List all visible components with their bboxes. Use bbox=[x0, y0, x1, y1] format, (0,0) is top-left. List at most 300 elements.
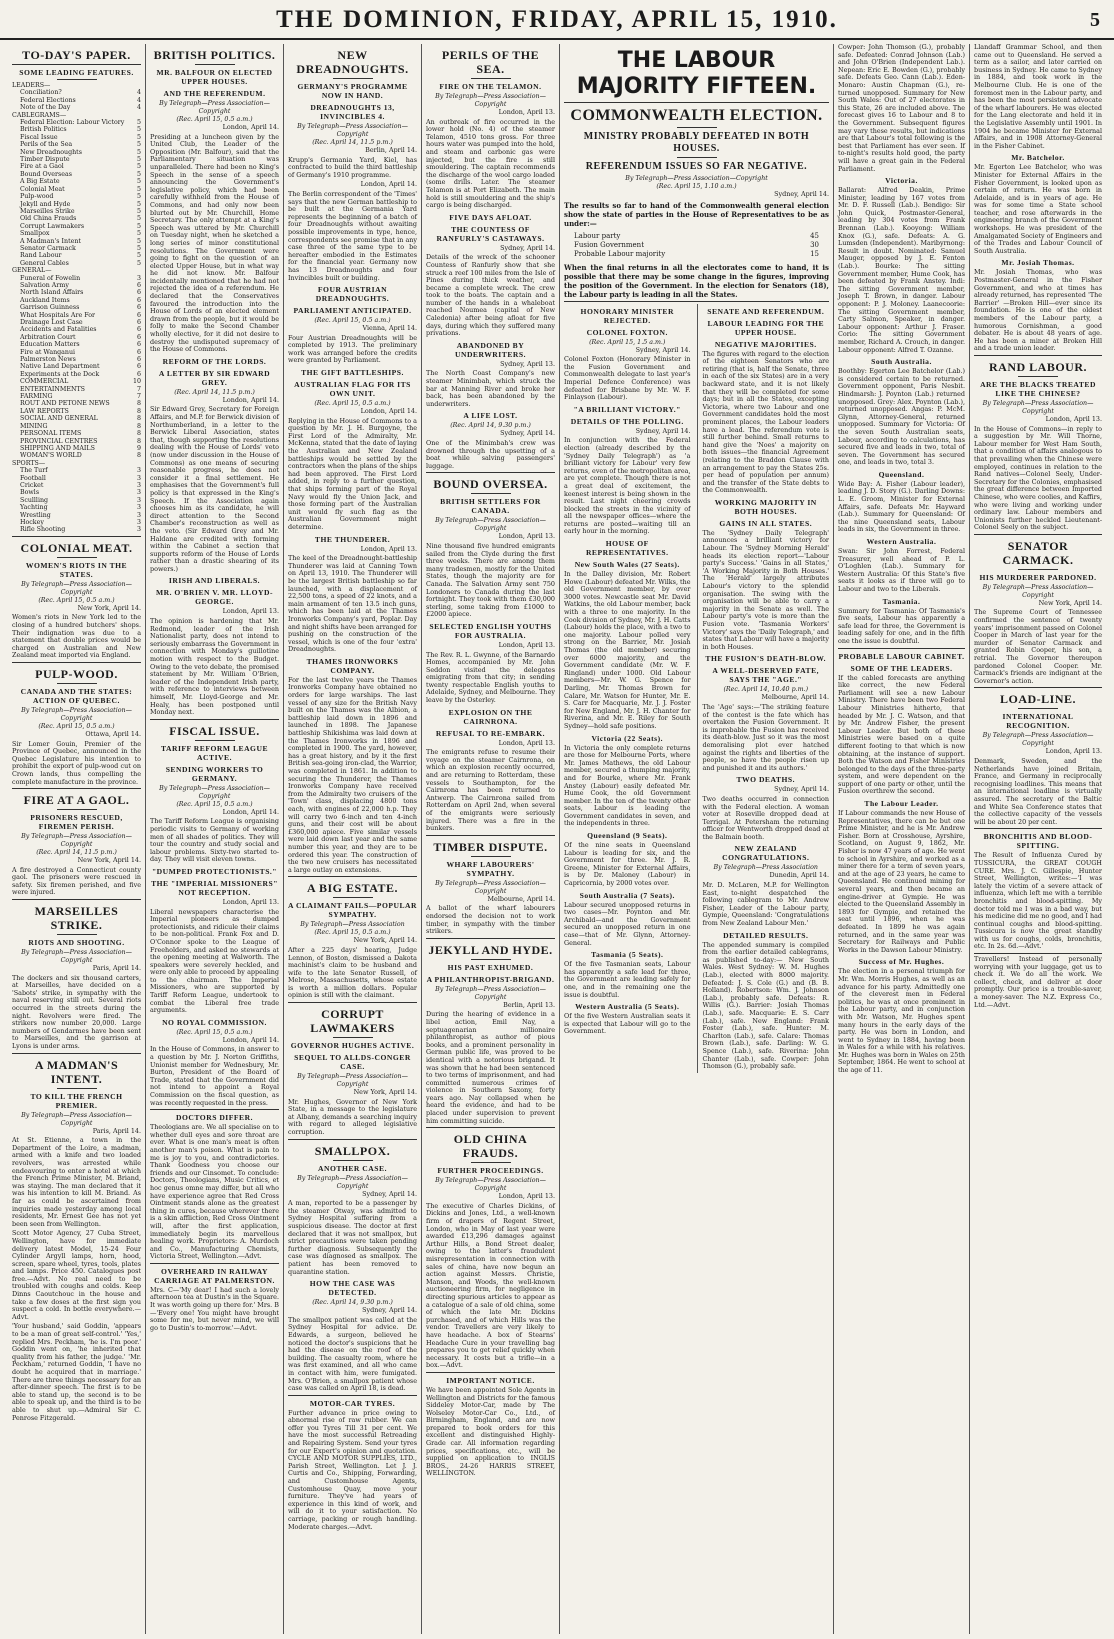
subheading: A CLAIMANT FAILS—POPULAR SYMPATHY. bbox=[288, 901, 418, 920]
article-text: The emigrants refuse to resume their voyage on the steamer Cairnrona, on which an explosion recently occurred, and are returning to Rotterdam, these vessels to Southampton, for the Cairnrona has been returned to Antwerp. The Cairnrona sailed from Rotterdam on April 2nd, when several of the emigrants were seriously injured. There was a fire in the bunkers. bbox=[426, 748, 555, 833]
contents-item-label: LAW REPORTS bbox=[20, 407, 69, 415]
contents-item-label: Funeral of Fowelin bbox=[20, 274, 81, 282]
contents-item bbox=[12, 126, 141, 133]
contents-item bbox=[12, 438, 141, 445]
contents-item-page: 3 bbox=[136, 481, 141, 489]
dateline: London, April 13. bbox=[222, 607, 279, 616]
contents-item bbox=[12, 371, 141, 378]
timber-dispute-heading: TIMBER DISPUTE. bbox=[433, 839, 548, 854]
seat-count: 15 bbox=[810, 249, 819, 258]
fiscal-issue-heading: FISCAL ISSUE. bbox=[169, 723, 260, 738]
article-text: The dockers and six thousand carters, at Marseilles, have decided on a 'Sabots' strike, in sympathy with the naval reserving still out. Several riots occurred in the streets during the night. Revolvers were fired. The strikers now number 20,000. Large numbers of Gendarmes have been sent to Marseilles, and the garrison at Lyons is under arms. bbox=[12, 973, 141, 1050]
contents-item-label: Auckland Items bbox=[20, 296, 70, 304]
contents-item bbox=[12, 393, 141, 400]
dateline: London, April 13. bbox=[498, 640, 555, 649]
byline: By Telegraph—Press Association—Copyright bbox=[21, 1111, 132, 1127]
contents-item-label: Fire at Wanganui bbox=[20, 348, 76, 356]
article-text: Four Austrian Dreadnoughts will be completed by 1913. The preliminary work was arranged before the credits were granted by Parliament. bbox=[288, 333, 417, 365]
subheading: MR. BALFOUR ON ELECTED UPPER HOUSES. bbox=[156, 68, 273, 86]
contents-item-page: 6 bbox=[136, 363, 141, 371]
contents-item-page: 7 bbox=[136, 393, 141, 401]
article-text: The 'Age' says:—'The striking feature of the contest is the fate which has overtaken the Fusion Government. It is improbable the Fusion has received its death-blow. Just so it was the most demoralising plot ever hatched against the rights and liberties of the people, so have the people risen up and punished it and its authors.' bbox=[702, 702, 829, 772]
contents-item-label: Corrupt Lawmakers bbox=[20, 222, 85, 230]
contents-item-label: Salvation Army bbox=[20, 281, 69, 289]
seat-count: 45 bbox=[810, 231, 819, 240]
contents-item-label: SOCIAL AND GENERAL bbox=[20, 415, 98, 423]
subheading: South Australia. bbox=[871, 357, 932, 367]
contents-item bbox=[12, 512, 141, 519]
contents-item bbox=[12, 445, 141, 452]
contents-item-page: 5 bbox=[136, 237, 141, 245]
contents-item bbox=[12, 312, 141, 319]
subheading: COLONEL FOXTON. bbox=[586, 327, 668, 337]
marseilles-strike-heading: MARSEILLES STRIKE. bbox=[34, 904, 119, 933]
contents-item-page: 5 bbox=[136, 170, 141, 178]
contents-item bbox=[12, 408, 141, 415]
byline: By Telegraph—Press Association—Copyright bbox=[297, 123, 408, 138]
article-text: In the Dalley division, Mr. Robert Howe (Labour) defeated Mr. Wilks, the old Government member, by over 3000 votes. Newcastle seat Mr. David Watkins, the old Labour member, back with a three to one majority. In the Cook division of Sydney, Mr. J. H. Catts (Labour) holds the place, with a two to one majority. Labour polled very strong on the Barrier, Mr. Josiah Thomas (the old member) securing over 6000 majority, and the Government candidate (Mr. W. F. Ringland) under 1000. Old Labour members—Mr. W. G. Spence for Darling, Mr. Thomas Brown for Calare, Mr. Watson for Hunter, Mr. E. S. Carr for Macquarie, Mr. J. J. Foster for New England, Mr. J. H. Chanter for Riverina, and Mr. E. Riley for South Sydney—hold safe positions. bbox=[564, 570, 691, 730]
contents-item bbox=[12, 326, 141, 333]
contents-item-label: Federal Election: Labour Victory bbox=[20, 119, 125, 127]
fire-at-gaol-sub: PRISONERS RESCUED, FIREMEN PERISH. bbox=[30, 813, 123, 832]
subheading: Tasmania (5 Seats). bbox=[591, 950, 664, 960]
contents-item-label: CABLEGRAMS— bbox=[12, 111, 67, 119]
byline: By Telegraph—Press Association—Copyright bbox=[982, 583, 1094, 599]
subheading: MOTOR-CAR TYRES. bbox=[309, 1398, 396, 1408]
dateline: London, April 13. bbox=[222, 897, 279, 906]
contents-item-page: 5 bbox=[136, 200, 141, 208]
article-text: Labour secured unopposed returns in two cases—Mr. Poynton and Mr. Archibald—and the Government secured an unopposed return in one case—that of Mr. Glynn, Attorney-General. bbox=[564, 900, 691, 947]
party-name: Probable Labour majority bbox=[574, 249, 666, 258]
received-date: (Rec. April 14, 9.30 p.m.) bbox=[450, 422, 531, 430]
subheading: Victoria (22 Seats). bbox=[591, 733, 663, 743]
article-text: One of the Minimbah's crew was drowned through the upsetting of a boat while salving passengers' luggage. bbox=[426, 439, 555, 470]
contents-item-label: Wrestling bbox=[20, 511, 51, 519]
article-text: The figures with regard to the election of the eighteen Senators who are retiring (that is, half the Senate, three in each of the six States) are in a very backward state, and it is not likely that they will be completed for some days; but in all the States, excepting Victoria, where two Labour and one Government candidates hold the most prominent places, the Labour leaders have a lead. The referendum vote is still further behind. Small returns to hand give the 'Noes' a majority on both issues—the financial Agreement (relating to the Braddon Clause with an arrangement to pay the States 25s. per head of population per annum) and the transfer of the State debts to the Commonwealth. bbox=[702, 349, 829, 495]
contents-item bbox=[12, 156, 141, 163]
dateline: London, April 14. bbox=[222, 123, 279, 131]
contents-item bbox=[12, 82, 141, 89]
article-text: Women's riots in New York led to the closing of a hundred butchers' shops. Their indignation was due to a statement that double prices would be charged on Australian and New Zealand meat imported via England. bbox=[12, 613, 141, 660]
contents-item-label: Fiscal Issue bbox=[20, 133, 58, 141]
contents-item-label: Conciliation? bbox=[20, 89, 62, 97]
contents-item bbox=[12, 356, 141, 363]
contents-item bbox=[12, 415, 141, 422]
contents-item-label: Old China Frauds bbox=[20, 215, 77, 223]
contents-item-label: Fire at a Gaol bbox=[20, 163, 64, 171]
byline: By Telegraph—Press Association—Copyright bbox=[982, 732, 1094, 748]
contents-item bbox=[12, 378, 141, 385]
article-text: The Tariff Reform League is organising periodic visits to Germany of working men of all shades of politics. They will tour the country and study social and labour problems. Sixty-two started to-day. They will visit eleven towns. bbox=[150, 817, 279, 864]
subheading: A WELL-DESERVED FATE, SAYS THE "AGE." bbox=[712, 666, 820, 685]
dateline: Sydney, April 14. bbox=[635, 345, 691, 354]
contents-item bbox=[12, 334, 141, 341]
subheading: Queensland (9 Seats). bbox=[587, 831, 668, 841]
contents-item-page: 8 bbox=[136, 452, 141, 460]
subheading: "A BRILLIANT VICTORY." bbox=[573, 404, 681, 414]
contents-item-page: 6 bbox=[136, 326, 141, 334]
article-text: During the hearing of evidence in a libel action, Emil Nay, a septuagenarian millionaire philanthropist, as author of pious books, and a prominent personality in German public life, was proved to be identical with a notorious brigand. It was shown that he had been sentenced to two terms of imprisonment, and had committed numerous crimes of violence in Southern Saxony, forty years ago. Nay collapsed when he heard the evidence, and had to be placed under supervision to prevent him committing suicide. bbox=[426, 1010, 555, 1125]
colonial-meat-heading: COLONIAL MEAT. bbox=[20, 540, 133, 555]
subheading: SENATE AND REFERENDUM. bbox=[707, 306, 825, 316]
contents-item bbox=[12, 230, 141, 237]
article-text: Replying in the House of Commons to a question by Mr. J. H. Burgoyne, the First Lord of the Admiralty, Mr. McKenna, stated that the date of laying the Australian and New Zealand battleships would be settled by the contractors when the plans of the ships had been approved. The First Lord added, in reply to a further question, that ships forming part of the Royal Navy would fly the Union Jack, and those forming part of the Australian unit would fly such flag as the Australian Government might determine. bbox=[288, 416, 417, 531]
columns bbox=[8, 44, 1106, 1634]
subheading: SOME OF THE LEADERS. bbox=[850, 663, 953, 673]
subheading: NEW ZEALAND CONGRATULATIONS. bbox=[722, 844, 810, 863]
article-text: Krupp's Germania Yard, Kiel, has contracted to build the third battleship of Germany's 1910 programme. bbox=[288, 155, 417, 179]
article-text: The election in a personal triumph for Mr. Wm. Morris Hughes, as well as an advance for his party. Admittedly one of the cleverest men in Federal politics, he was at once prominent in the Labour party, and in conjunction with Mr. Watson, Mr. Hughes spent many hours in the early days of the party. He was born in London, and went to Sydney in 1884, having been in Wales for a while with his relatives. Mr. Hughes was born in Wales on 25th September, 1864. He went to school at the age of 11. bbox=[838, 967, 965, 1075]
advertisement-text: Scott Motor Agency, 27 Cuba Street, Wellington, have for immediate delivery latest Model, 15-24 Four Cylinder Argyll lamps, horn, hood, screen, spare wheel, tyres, tools, plates and lamps. Price 450. Catalogues post free.—Advt. No real need to be troubled with coughs and colds. Keep Dinns Caoutchouc in the house and take a few doses at the first sign you suspect a cold. In bottle everywhere.—Advt. bbox=[12, 1229, 141, 1321]
dateline: London, April 13. bbox=[1045, 414, 1102, 423]
contents-item bbox=[12, 475, 141, 482]
contents-item-page: 5 bbox=[136, 222, 141, 230]
contents-item bbox=[12, 252, 141, 259]
advertisement-text: Further advance in price owing to abnormal rise of raw rubber. We can offer you Tyres Till 31 per cent. We have the most successful Retreading and Repairing System. Send your tyres for our Expert's opinion and quotation. CYCLE AND MOTOR SUPPLIES, LTD., Parish Street, Wellington. Let J. J. Curtis and Co., Shipping, Forwarding, and Customhouse Agents, Customhouse Quay, move your furniture. They've had years of experience in this kind of work, and will do it to your satisfaction. No carriage, packing or rough handling. Moderate charges.—Advt. bbox=[288, 1408, 417, 1531]
dateline: London, April 14. bbox=[360, 180, 417, 189]
contents-item-page: 8 bbox=[136, 415, 141, 423]
british-politics-heading: BRITISH POLITICS. bbox=[153, 48, 276, 62]
contents-item-label: SPORTS— bbox=[12, 459, 46, 467]
article-text: Two deaths occurred in connection with the Federal election. A woman voter at Roseville dropped dead at Terrigal. At Petersham the returning officer for Wentworth dropped dead at the Balmain booth. bbox=[702, 794, 829, 841]
contents-item-label: Native Land Department bbox=[20, 363, 100, 371]
advertisement-text: Theologians are. We all specialise on to whether dull eyes and sore throat are ever. What is one man's meat is often another man's poison. What is pain to me is joy to you, and contradictories. Thank Goodness you choose our friends and our Cinsomet. To conclude: Doctors, Theologians, Music Critics, et hoc genus omne may differ, but all who have experience agree that Red Cross Ointment stands alone as the greatest thing in cures, because wherever there is a skin affliction, Red Cross Ointment will, after the first application, immediately begin its marvellous healing work. Proprietors: A. Murdoch and Co., Manufacturing Chemists, Victoria Street, Wellington.—Advt. bbox=[150, 1123, 279, 1261]
article-text: Liberal newspapers characterise the Imperial pioneers as dumped protectionists, and ridicule their claims to be non-political. Frank Fox and D. O'Connor spoke to the League of Freeholders, and asked no stewards at the opening meeting at Walworth. The speakers were severely heckled, and were only able to proceed by appealing to the chairman. The Imperial Missioners, who are supported by Tariff Reform League, undertook to combat the Liberal free trade arguments. bbox=[150, 907, 279, 1015]
contents-item-label: Rand Labour bbox=[20, 252, 62, 260]
subheading: SEQUEL TO ALLDS-CONGER CASE. bbox=[294, 1053, 411, 1072]
pulp-wood-heading: PULP-WOOD. bbox=[35, 666, 118, 681]
subheading: GOVERNOR HUGHES ACTIVE. bbox=[290, 1041, 415, 1051]
column-2 bbox=[146, 44, 284, 1634]
contents-item-label: GENERAL— bbox=[12, 267, 52, 275]
contents-item-label: What Hospitals Are For bbox=[20, 311, 96, 319]
contents-item bbox=[12, 119, 141, 126]
contents-item-page: 6 bbox=[136, 348, 141, 356]
contents-item bbox=[12, 423, 141, 430]
contents-item-label: ENTERTAINMENTS bbox=[20, 385, 86, 393]
contents-item bbox=[12, 260, 141, 267]
dateline: London, April 13. bbox=[498, 532, 555, 541]
subheading: PROBABLE LABOUR CABINET. bbox=[838, 651, 965, 661]
jekyll-and-hyde-heading: JEKYLL AND HYDE. bbox=[428, 942, 553, 957]
contents-item-page: 6 bbox=[136, 281, 141, 289]
contents-item bbox=[12, 223, 141, 230]
subheading: South Australia (7 Seats). bbox=[579, 890, 675, 900]
contents-item-page: 5 bbox=[136, 252, 141, 260]
contents-item-page: 6 bbox=[136, 319, 141, 326]
subheading: ABANDONED BY UNDERWRITERS. bbox=[454, 340, 526, 359]
dateline: New York, April 14. bbox=[353, 1088, 417, 1097]
contents-item bbox=[12, 208, 141, 215]
subheading: AND THE REFERENDUM. bbox=[163, 89, 266, 98]
article-text: Denmark, Sweden, and the Netherlands have joined Britain, France, and Germany in reciprocally recognising loadlines. This means that an international loadline is virtually assured. The secretary of the Baltic and White Sea Conference states that the collective capacity of the vessels will be about 20 per cent. bbox=[974, 757, 1102, 826]
article-text: Llandaff Grammar School, and then came out to Queensland. He served a term as a sailor, and later carried on business in Sydney. He came to Sydney in 1884, and took work in the Melbourne Club. He is one of the foremost men in the Labour party, and has been the most persistent advocate of the wharf labourers. He was elected for the Lang electorate and held it in the Legislative Assembly until 1901. In 1904 he became Minister for External Affairs, and in 1908 Attorney-General in the Fisher Cabinet. bbox=[974, 44, 1102, 150]
subheading: A LIFE LOST. bbox=[463, 411, 518, 421]
dateline: Sydney, April 14. bbox=[774, 785, 829, 794]
pulp-wood-sub: CANADA AND THE STATES: ACTION OF QUEBEC. bbox=[20, 686, 133, 705]
article-text: Details of the wreck of the schooner Countess of Ranfurly show that she struck a reef 100 miles from the Isle of Pines during thick weather, and became a complete wreck. The crew took to the boats. The captain and a number of the hands in a whaleboat reached Noumea (capital of New Caledonia) after being afloat for five days, during which they suffered many privations. bbox=[426, 253, 555, 338]
contents-item-page: 3 bbox=[136, 489, 141, 497]
contents-item-label: Education Matters bbox=[20, 341, 80, 349]
contents-item-label: General Cables bbox=[20, 259, 69, 267]
dateline: London, April 13. bbox=[498, 1192, 555, 1201]
dateline: New York, April 14. bbox=[77, 603, 141, 612]
byline: By Telegraph—Press Association—Copyright bbox=[21, 833, 132, 849]
subheading: Mr. Batchelor. bbox=[1011, 153, 1065, 163]
results-row bbox=[574, 232, 819, 241]
subheading: DETAILS OF THE POLLING. bbox=[570, 416, 684, 426]
subheading: GAINS IN ALL STATES. bbox=[719, 518, 813, 528]
received-date: (Rec. April 15, 0.5 a.m.) bbox=[314, 929, 391, 937]
contents-item bbox=[12, 386, 141, 393]
subheading: INTERNATIONAL RECOGNITION. bbox=[1002, 712, 1074, 731]
column-8 bbox=[970, 44, 1106, 1634]
contents-item-label: Rifle Shooting bbox=[20, 526, 66, 534]
leading-features-sub: SOME LEADING FEATURES. bbox=[19, 68, 134, 77]
contents-item-page: 5 bbox=[136, 215, 141, 223]
article-text: After a 225 days' hearing, Judge Lennon, of Boston, dismissed a Dakota machinist's claim to be husband and wife to the late Senator Russell, of Melrose, Massachusetts, whose estate is worth a million dollars. Popular opinion is still with the claimant. bbox=[288, 945, 417, 1000]
contents-item-page: 3 bbox=[136, 526, 141, 534]
subheading: Tasmania. bbox=[882, 596, 921, 606]
contents-item-label: Colonial Meat bbox=[20, 185, 65, 193]
contents-item bbox=[12, 171, 141, 178]
subheading: THE COUNTESS OF RANFURLY'S CASTAWAYS. bbox=[436, 224, 545, 243]
fire-at-gaol-heading: FIRE AT A GAOL. bbox=[23, 793, 130, 808]
dateline: Sydney, April 14. bbox=[362, 1306, 417, 1315]
dateline: Sydney, April 13. bbox=[500, 359, 555, 368]
byline: By Telegraph—Press Association—Copyright bbox=[435, 1177, 546, 1193]
load-line-heading: LOAD-LINE. bbox=[999, 692, 1076, 707]
subheading: HOW THE CASE WAS DETECTED. bbox=[309, 1279, 396, 1298]
column-5-6 bbox=[560, 44, 834, 1634]
received-date: (Rec. April 14, 11.5 p.m.) bbox=[312, 139, 393, 146]
subheading: THE "IMPERIAL MISSIONERS" NOT RECEPTION. bbox=[151, 878, 278, 897]
contents-item-page: 5 bbox=[136, 148, 141, 156]
dateline: Melbourne, April 14. bbox=[761, 693, 829, 702]
contents-item bbox=[12, 489, 141, 496]
contents-item bbox=[12, 163, 141, 170]
subheading: Success of Mr. Hughes. bbox=[858, 957, 945, 967]
contents-item-label: A Big Estate bbox=[20, 178, 60, 186]
contents-item-page: 8 bbox=[136, 407, 141, 415]
contents-item-label: Accidents and Fatalities bbox=[20, 326, 97, 334]
contents-item bbox=[12, 134, 141, 141]
subheading: TARIFF REFORM LEAGUE ACTIVE. bbox=[160, 743, 269, 762]
subheading: SENDING WORKERS TO GERMANY. bbox=[165, 764, 264, 783]
dateline: London, April 13. bbox=[360, 544, 417, 553]
article-text: Sir Lomer Gouin, Premier of the Province of Quebec, announced in the Quebec Legislature his intention to prohibit the export of pulp-wood cut on Crown lands, thus compelling the complete manufacture in the province. bbox=[12, 739, 141, 786]
subheading: THAMES IRONWORKS COMPANY. bbox=[306, 656, 399, 675]
bound-oversea-heading: BOUND OVERSEA. bbox=[433, 477, 548, 492]
subheading: OVERHEARD IN RAILWAY CARRIAGE AT PALMERSTON. bbox=[154, 1266, 275, 1285]
subheading: Mr. Josiah Thomas. bbox=[1001, 258, 1075, 268]
subheading: BRITISH SETTLERS FOR CANADA. bbox=[440, 497, 541, 516]
contents-item-page: 5 bbox=[136, 193, 141, 201]
article-text: For the last twelve years the Thames Ironworks Company have obtained no orders for large warships. The last vessel of any size for the British Navy built on the Thames was the Albion, a battleship laid down in 1896 and launched in 1898. The Japanese battleship Shikishima was laid down at the Thames Ironworks in 1896 and completed in 1900. The yard, however, has a great history, and by it the first British sea-going iron-clad, the Warrior, was completed in 1861. In addition to securing the Thunderer, the Thames Ironworks Company have received from the Admiralty two cruisers of the 'Town' class, displacing 4800 tons each, with engines of 22,000 h.p. They will carry two 6-inch and ten 4-inch guns, and their cost will be about £360,000 apiece. Five similar vessels were laid down last year and the same number this year, and they are to be ordered this year. The construction of the two new cruisers has necessitated a large outlay on extensions. bbox=[288, 675, 417, 874]
contents-item-page: 5 bbox=[136, 244, 141, 252]
byline: By Telegraph—Press Association—Copyright bbox=[159, 784, 270, 800]
byline: By Telegraph—Press Association—Copyright bbox=[159, 100, 270, 115]
todays-paper-heading: TO-DAY'S PAPER. bbox=[22, 48, 131, 62]
dateline: Sydney, April 14. bbox=[362, 1189, 417, 1198]
new-dreadnoughts-heading: NEW DREADNOUGHTS. bbox=[296, 48, 409, 76]
contents-item-page: 8 bbox=[136, 430, 141, 438]
subheading: WORKING MAJORITY IN BOTH HOUSES. bbox=[714, 497, 817, 516]
article-text: The North Coast Company's new steamer Minimbah, which struck the bar at Manning River and broke her back, has been abandoned by the underwriters. bbox=[426, 369, 555, 408]
contents-item bbox=[12, 178, 141, 185]
subheading: Western Australia (5 Seats). bbox=[575, 1002, 680, 1012]
contents-item bbox=[12, 460, 141, 467]
article-text: The executive of Charles Dickins, of Dickins and Jones, Ltd., a well-known firm of drapers of Regent Street, London, who in May of last year were awarded £13,296 damages against Arthur Hills, a Bond Street dealer, owing to the latter's fraudulent misrepresentation in connection with sales of china, have now begun an action against Messrs. Christie, Manson, and Woods, the well-known auctioneering firm, for negligence in directing spurious articles to appear as a catalogue of a sale of old china, some of which the late Mr. Dickins purchased, and of which Hills was the vendor. Travellers are very likely to have headache. A box of Stearns' Headache Cure in your travelling bag prepares you to get relief quickly when necessary. It costs but a trifle—in a box.—Advt. bbox=[426, 1201, 555, 1370]
byline: By Telegraph—Press Association—Copyright bbox=[21, 580, 132, 596]
dateline: New York, April 14. bbox=[353, 936, 417, 945]
contents-item bbox=[12, 289, 141, 296]
party-name: Labour party bbox=[574, 231, 621, 240]
article-text: A ballot of the wharf labourers endorsed the decision not to work timber, in sympathy with the timber strikers. bbox=[426, 904, 555, 936]
labour-majority-headline: THE LABOUR MAJORITY FIFTEEN. bbox=[576, 48, 817, 99]
advertisement-text: The Result of Influenza Cured by TUSSICURA, the GREAT COUGH CURE. Mrs. J. C. Gillespie, Hunter Street, Wellington, writes:—'I was lately the victim of a severe attack of influenza, which left me with a terrible bronchitis and blood-spitting. My doctor told me I was in a bad way, but his medicine did me no good, and I had continual coughs and blood-spitting. Tussicura is now the great standby with us for coughs, colds, bronchitis, etc. In 2s. 6d.—Advt.' bbox=[974, 851, 1102, 951]
contents-item-label: The Turf bbox=[20, 467, 48, 475]
dateline: Melbourne, April 14. bbox=[487, 894, 555, 903]
subheading: ARE THE BLACKS TREATED LIKE THE CHINESE? bbox=[980, 379, 1096, 398]
results-row bbox=[574, 250, 819, 259]
contents-item-page: 5 bbox=[136, 230, 141, 238]
dateline: Sydney, April 14. bbox=[635, 426, 691, 435]
received-date: (Rec. April 14, 10.40 p.m.) bbox=[723, 686, 809, 694]
article-text: Cowper: John Thomson (G.), probably safe. Defeated: Conrad Johnson (Lab.) and John O'Brien (Independent Lab.). Nepean: Eric E. Bowden (G.), probably safe. Defeats Geo. Cann (Lab.). Eden-Monaro: Austin Chapman (G.), re-turned unopposed. Summary for New South Wales: Out of 27 electorates in this State, 26 are included above. The forecast gives 16 to Labour and 8 to the Government. Subsequent figures may vary these results, but indications are that Labour's total following is the best that Parliament has ever seen. If to-night's results hold good, the party will have a great gain in the Federal Parliament. bbox=[838, 44, 965, 173]
subheading: HIS MURDERER PARDONED. bbox=[979, 572, 1097, 582]
contents-item-page: 7 bbox=[136, 385, 141, 393]
article-text: Of the five Western Australian seats it is expected that Labour will go to the Government. bbox=[564, 1012, 691, 1036]
received-date: (Rec. April 15, 0.5 a.m.) bbox=[38, 722, 115, 730]
madmans-intent-sub: TO KILL THE FRENCH PREMIER. bbox=[30, 1091, 123, 1110]
subheading: FOUR AUSTRIAN DREADNOUGHTS. bbox=[315, 285, 390, 304]
dateline: London, April 13. bbox=[498, 108, 555, 116]
contents-item-label: Perils of the Sea bbox=[20, 141, 73, 149]
dateline: New York, April 14. bbox=[1038, 598, 1102, 607]
dateline: London, April 13. bbox=[498, 738, 555, 747]
dateline: London, April 14. bbox=[222, 807, 279, 816]
article-text: Sir Edward Grey, Secretary for Foreign Affairs, and M.P. for Berwick division of Northumberland, in a letter to the Berwick Liberal Association, states that, though supporting the resolutions dealing with the House of Lords' veto (now under discussion in the House of Commons) as one means of securing reasonable progress, he does not consider it a final settlement. He emphasises that the Government's full policy is that expressed in the King's Speech. If the Association again chooses him as its candidate, he will direct attention to the Second Chamber's reconstruction as well as the veto. (Sir Edward Grey and Mr. Haldane are credited with forming within the Cabinet a section that supports reform of the House of Lords rather than a drastic shearing of its powers.) bbox=[150, 405, 279, 573]
contents-item bbox=[12, 349, 141, 356]
contents-item-page: 4 bbox=[136, 96, 141, 104]
contents-item-label: Federal Elections bbox=[20, 96, 76, 104]
dateline: London, April 14. bbox=[222, 395, 279, 404]
contents-item-label: Arbitration Court bbox=[20, 333, 76, 341]
subheading: ANOTHER CASE. bbox=[318, 1163, 387, 1173]
contents-item-page: 6 bbox=[136, 356, 141, 364]
subheading: MR. O'BRIEN V. MR. LLOYD-GEORGE. bbox=[155, 588, 274, 607]
masthead-title: THE DOMINION, FRIDAY, APRIL 15, 1910. bbox=[276, 6, 838, 33]
received-date: (Rec. April 15, 0.5 a.m.) bbox=[176, 116, 253, 123]
subheading: Queensland. bbox=[878, 469, 925, 479]
column-3 bbox=[284, 44, 422, 1634]
column-1 bbox=[8, 44, 146, 1634]
dateline: New York, April 14. bbox=[77, 856, 141, 865]
article-text: Mr. Egerton Lee Batchelor, who was Minister for External Affairs in the Fisher Government, is looked upon as certain of return. He was born in Adelaide, and is in years of age. He was for some time a State school teacher, and rose afterwards in the engineering branch of the Government workshops. He was president of the Amalgamated Society of Engineers and of the Trades and Labour Council of South Australia. bbox=[974, 163, 1102, 255]
contents-item-page: 8 bbox=[136, 437, 141, 445]
article-text: Of the nine seats in Queensland Labour is leading for six, and the Government for three. Mr. J. R. Greene, Minister for External Affairs, is by Dr. Maloney (Labour) in Capricornia, by 2000 votes over. bbox=[564, 841, 691, 888]
filler-text: 'Your husband,' said Goddin, 'appears to be a man of great self-control.' 'Yes,' replied Mrs. Peckham, 'he is. I'm poor.' Goddin went on, 'he inherited that quality from his father, the judge.' 'Mr. Peckham,' returned Goddin, 'I have no doubt he acquired that in marriage.' There are three things necessary for an after-dinner speech. The first is to be able to stand up, the second is to be able to speak up, and the third is to be able to shut up.—Admiral Sir C. Penrose Fitzgerald. bbox=[12, 1322, 141, 1422]
contents-item bbox=[12, 104, 141, 111]
contents-item-page: 9 bbox=[136, 444, 141, 452]
contents-item bbox=[12, 89, 141, 96]
article-text: Boothby: Egerton Lee Batchelor (Lab.) is considered certain to be returned. Government opponent, Paris Nesbit. Hindmarsh: J. Poynton (Lab.) returned unopposed. Grey: Alex. Poynton (Lab.), returned unopposed. Angas: P. McM. Glynn, Attorney-General, returned unopposed. Summary for Victoria: Of the seven South Australian seats, Labour, according to calculations, has secured five and leads in two, total of seven. The Government has secured one, and leads in two, total 3. bbox=[838, 367, 965, 467]
received-date: (Rec. April 15, 0.5 a.m.) bbox=[314, 317, 391, 325]
received-date: (Rec. April 15, 0.5 a.m.) bbox=[38, 596, 115, 604]
seat-count: 30 bbox=[810, 240, 819, 249]
contents-item bbox=[12, 201, 141, 208]
contents-item-page: 5 bbox=[136, 207, 141, 215]
contents-item bbox=[12, 319, 141, 326]
article-text: At St. Etienne, a town in the Department of the Loire, a madman, armed with a knife and two loaded revolvers, was arrested while endeavouring to enter a hotel at which the French Prime Minister, M. Briand, was staying. The man declared that it was his intention to kill M. Briand. As far as could be ascertained from inquiries made yesterday among local residents, Mr. Ernest Gee has not yet been seen from Wellington. bbox=[12, 1136, 141, 1228]
contents-item-label: Bound Overseas bbox=[20, 170, 72, 178]
received-date: (Rec. April 15, 1.10 a.m.) bbox=[656, 183, 737, 190]
dateline: Berlin, April 14. bbox=[365, 146, 417, 154]
article-text: Nine thousand five hundred emigrants sailed from the Clyde during the first three weeks. There are among them many tradesmen, mostly for the United States, though the majority are for Canada. The Salvation Army sent 750 Londoners to Canada during the last fortnight. They took with them £30,000 sterling, some taking from £1000 to £2000 apiece. bbox=[426, 541, 555, 619]
contents-item bbox=[12, 238, 141, 245]
contents-item-label: Smallpox bbox=[20, 230, 50, 238]
contents-item-page: 3 bbox=[136, 274, 141, 282]
subheading: "DUMPED PROTECTIONISTS." bbox=[151, 866, 278, 876]
subheading: DREADNOUGHTS 13, INVINCIBLES 4. bbox=[310, 103, 395, 121]
subheading: Victoria. bbox=[885, 176, 918, 186]
contents-item-label: FARMING bbox=[20, 393, 53, 401]
contents-list bbox=[12, 82, 141, 534]
contents-item bbox=[12, 452, 141, 459]
article-text: In the House of Commons—in reply to a suggestion by Mr. Will Thorne, Labour member for West Ham South, that a condition of affairs analogous to that prevailing when the Chinese were employed, continues in relation to the Rand natives—Colonel Seely, Under-Secretary for the Colonies, emphasised the great difference between Imported Chinese, who were coolies, and Kaffirs, who were living and working under ordinary law. Labour members and Unionists further heckled Lieutenant-Colonel Seely on the subject. bbox=[974, 424, 1102, 532]
colonial-meat-sub: WOMEN'S RIOTS IN THE STATES. bbox=[25, 560, 128, 579]
dateline: Berlin, April 13. bbox=[503, 1000, 555, 1009]
received-date: (Rec. April 15, 0.5 a.m.) bbox=[176, 800, 253, 808]
contents-item-label: LEADERS— bbox=[12, 82, 51, 89]
contents-item-page: 6 bbox=[136, 304, 141, 312]
contents-item-page: 5 bbox=[136, 178, 141, 186]
article-text: If the cabled forecasts are anything like correct, the new Federal Parliament will see a new Labour Ministry. There have been two Federal Labour Ministries hitherto, that headed by Mr. J. C. Watson, and that by Mr. Andrew Fisher, the present Labour Leader. But both of these Ministries were based on a quite different footing to that which is now obtaining, at the instance of support. Both the Watson and Fisher Ministries belonged to the days of the three-party system, and were dependent on the support of one party or other, until the Fusion overthrew the second. bbox=[838, 673, 965, 796]
article-text: If Labour commands the new House of Representatives, there can be but one Prime Minister, and he is Mr. Andrew Fisher. Born at Crosshouse, Ayrshire, Scotland, on August 9, 1862, Mr. Fisher is now 47 years of age. He went to school in Ayrshire, and worked as a miner there for a term of seven years, and at the age of 23 years, he came to Queensland. He continued mining for several years, and then became an engine-driver at Gympie. He was elected to the Queensland Assembly in 1893 for Gympie, and retained the seat until 1896, when he was defeated. In 1899 he was again returned, and in the same year was Secretary for Railways and Public Works in the Dawson Labour Ministry. bbox=[838, 809, 965, 954]
article-text: Ballarat: Alfred Deakin, Prime Minister, leading by 167 votes from Mr. D. F. Russell (Lab.). Bendigo: Sir John Quick, Postmaster-General, leading by 304 votes from Frank Brennan (Lab.). Kooyong: William Knox (G.), safe. Defeats: A. G. Lumsden (Independent). Maribyrnong: Result in doubt. Nominated: Samuel Mauger, opposed by J. E. Fenton (Lab.). Bourke: The sitting Government member, Hume Cook, has been defeated by Frank Anstey. Indi: The sitting Government member, Joseph T. Brown, in danger. Labour opponent: P. J. Moloney. Laanecoorie: The sitting Government member, Carty Salmon, Speaker, in danger. Labour opponent: Arthur J. Fraser. Corio: The sitting Government member, Richard A. Crouch, in danger. Labour opponent: Alfred T. Ozanne. bbox=[838, 186, 965, 354]
byline: By Telegraph—Press Association—Copyright bbox=[435, 879, 546, 895]
article-text: In conjunction with the Federal election (already described by the 'Sydney Daily Telegraph') as 'a brilliant victory for Labour' very few returns, even of the metropolitan area, are yet complete. Though there is not a great deal of excitement, the keenest interest is being shown in the result. Last night cheering crowds blocked the streets in the vicinity of all the newspaper offices—where the returns are posted—waiting till an early hour in the morning. bbox=[564, 436, 691, 536]
article-text: The keel of the Dreadnought-battleship Thunderer was laid at Canning Town on April 13, 1910. The Thunderer will be the largest British battleship so far launched, with a displacement of 22,500 tons, a speed of 22 knots, and a main armament of ten 13.5 inch guns, which has been laid at the Thames Ironworks Company's yard, Poplar. Day and night shifts have been arranged for pushing on the construction of the vessel, which is one of the four 'extra' Dreadnoughts. bbox=[288, 554, 417, 654]
subheading: HIS PAST EXHUMED. bbox=[447, 962, 534, 972]
received-date: (Rec. April 14, 11.5 p.m.) bbox=[174, 388, 255, 396]
contents-item bbox=[12, 245, 141, 252]
masthead bbox=[0, 0, 1114, 40]
subcolumn-right bbox=[697, 304, 830, 1073]
dateline: London, April 14. bbox=[222, 1035, 279, 1044]
contents-item bbox=[12, 526, 141, 533]
dateline: Sydney, April 14. bbox=[500, 243, 555, 252]
contents-item-page: 5 bbox=[136, 133, 141, 141]
split-columns bbox=[564, 304, 829, 1073]
contents-item-page: 5 bbox=[136, 156, 141, 164]
article-text: Summary for Tasmania: Of Tasmania's five seats, Labour has apparently a safe lead for three, the Government is leading safely for one, and in the fifth one the issue is doubtful. bbox=[838, 606, 965, 645]
contents-item bbox=[12, 267, 141, 274]
article-text: Wide Bay: A. Fisher (Labour leader), leading J. D. Story (G.). Darling Downs: L. E. Groom, Minister for External Affairs, safe. Defeats Mr. Hayward (Lab.). Summary for Queensland: Of the nine Queensland seats, Labour leads in six, the Government in three. bbox=[838, 479, 965, 534]
article-text: The Supreme Court of Tennessee confirmed the sentence of twenty years' imprisonment passed on Colonel Cooper in March of last year for the murder of Senator Carmack and granted Robin Cooper, his son, a retrial. The Governor thereupon pardoned Colonel Cooper. Mr. Carmack's friends are indignant at the Governor's action. bbox=[974, 608, 1102, 685]
contents-item-label: North Island Affairs bbox=[20, 289, 84, 297]
dateline: Paris, April 14. bbox=[92, 1126, 141, 1135]
contents-item-page: 3 bbox=[136, 496, 141, 504]
contents-item-page: 5 bbox=[136, 259, 141, 267]
dateline: Dunedin, April 14. bbox=[769, 871, 829, 880]
contents-item-page: 5 bbox=[136, 163, 141, 171]
byline: By Telegraph—Press Association—Copyright bbox=[21, 949, 132, 965]
commonwealth-election-heading: COMMONWEALTH ELECTION. bbox=[570, 107, 823, 124]
subheading: FURTHER PROCEEDINGS. bbox=[437, 1166, 544, 1176]
contents-item-label: Football bbox=[20, 474, 46, 482]
